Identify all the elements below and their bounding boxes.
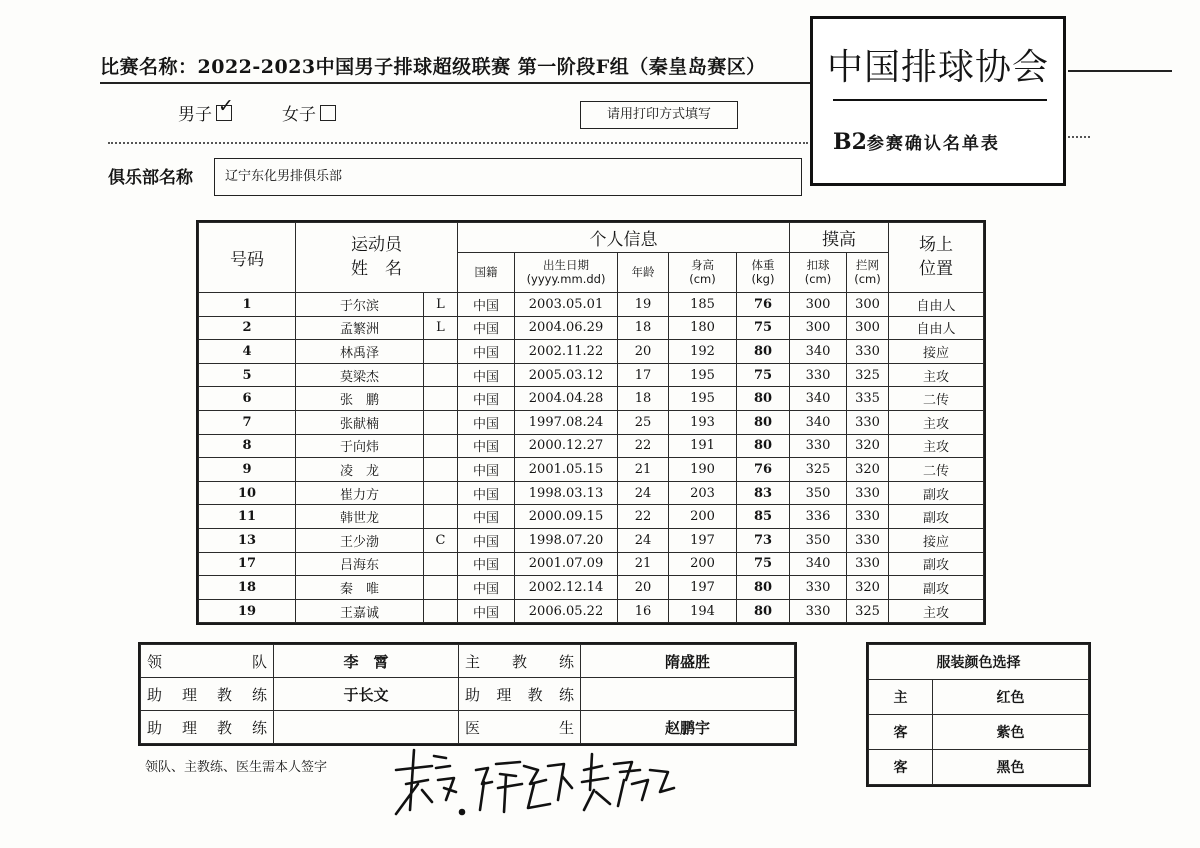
female-checkbox[interactable] [320, 105, 336, 121]
header-position [889, 223, 984, 293]
male-option[interactable] [178, 94, 234, 125]
player-number[interactable]: 8 [199, 434, 296, 458]
player-number[interactable]: 2 [199, 316, 296, 340]
signature-note: 领队、主教练、医生需本人签字 [145, 760, 328, 775]
player-height[interactable]: 191 [669, 434, 737, 458]
player-birthdate[interactable]: 1998.03.13 [515, 481, 618, 505]
handwritten-signatures [388, 740, 688, 820]
player-position[interactable]: 副攻 [889, 576, 984, 600]
player-block-reach[interactable]: 300 [847, 316, 889, 340]
roster-table [196, 220, 986, 625]
player-height[interactable]: 200 [669, 505, 737, 529]
player-weight[interactable]: 80 [737, 599, 790, 623]
leader-label: 领 队 [147, 652, 267, 671]
player-position[interactable]: 主攻 [889, 599, 984, 623]
player-weight[interactable]: 80 [737, 434, 790, 458]
player-age[interactable]: 21 [618, 552, 669, 576]
roster-row [199, 363, 984, 387]
player-role-tag[interactable] [424, 458, 458, 482]
roster-row [199, 410, 984, 434]
player-name[interactable]: 张献楠 [296, 410, 424, 434]
asst-coach-label-cell [141, 678, 274, 711]
player-name[interactable]: 莫梁杰 [296, 363, 424, 387]
header-athlete-line2: 姓 名 [351, 258, 402, 279]
player-block-reach[interactable]: 330 [847, 528, 889, 552]
player-nationality[interactable]: 中国 [458, 481, 515, 505]
staff-table [138, 642, 797, 746]
player-role-tag[interactable] [424, 410, 458, 434]
form-name [833, 129, 1000, 155]
player-height[interactable]: 195 [669, 363, 737, 387]
player-role-tag[interactable]: C [424, 528, 458, 552]
roster-row [199, 316, 984, 340]
roster-row [199, 340, 984, 364]
player-role-tag[interactable] [424, 552, 458, 576]
player-role-tag[interactable] [424, 505, 458, 529]
player-position[interactable]: 接应 [889, 340, 984, 364]
player-spike-reach[interactable]: 350 [790, 481, 847, 505]
player-role-tag[interactable]: L [424, 316, 458, 340]
asst-coach-label-cell [141, 711, 274, 744]
player-number[interactable]: 13 [199, 528, 296, 552]
player-weight[interactable]: 80 [737, 340, 790, 364]
player-position[interactable]: 自由人 [889, 316, 984, 340]
player-birthdate[interactable]: 2004.06.29 [515, 316, 618, 340]
player-age[interactable]: 24 [618, 528, 669, 552]
divider [1068, 70, 1172, 72]
roster-row [199, 599, 984, 623]
uniform-color-title: 服装颜色选择 [869, 645, 1089, 680]
player-birthdate[interactable]: 2005.03.12 [515, 363, 618, 387]
player-height[interactable]: 197 [669, 528, 737, 552]
header-height-line2: (cm) [689, 271, 716, 286]
player-spike-reach[interactable]: 350 [790, 528, 847, 552]
roster-row [199, 505, 984, 529]
player-weight[interactable]: 80 [737, 576, 790, 600]
player-nationality[interactable]: 中国 [458, 410, 515, 434]
player-height[interactable]: 190 [669, 458, 737, 482]
player-block-reach[interactable]: 330 [847, 481, 889, 505]
player-block-reach[interactable]: 330 [847, 410, 889, 434]
header-age: 年龄 [618, 253, 669, 293]
player-birthdate[interactable]: 2001.07.09 [515, 552, 618, 576]
player-age[interactable]: 24 [618, 481, 669, 505]
doctor-label-cell [459, 711, 581, 744]
player-age[interactable]: 20 [618, 576, 669, 600]
player-block-reach[interactable]: 300 [847, 293, 889, 317]
player-position[interactable]: 主攻 [889, 363, 984, 387]
player-nationality[interactable]: 中国 [458, 528, 515, 552]
player-nationality[interactable]: 中国 [458, 340, 515, 364]
player-number[interactable]: 10 [199, 481, 296, 505]
player-role-tag[interactable] [424, 363, 458, 387]
head-coach-name[interactable]: 隋盛胜 [581, 645, 795, 678]
player-position[interactable]: 副攻 [889, 552, 984, 576]
home-label: 主 [869, 680, 933, 715]
player-nationality[interactable]: 中国 [458, 363, 515, 387]
player-block-reach[interactable]: 325 [847, 599, 889, 623]
header-personal-info: 个人信息 [458, 223, 790, 253]
player-block-reach[interactable]: 330 [847, 340, 889, 364]
roster-row [199, 293, 984, 317]
player-weight[interactable]: 80 [737, 410, 790, 434]
head-coach-label: 主 教 练 [465, 652, 574, 671]
player-age[interactable]: 18 [618, 387, 669, 411]
player-birthdate[interactable]: 2002.11.22 [515, 340, 618, 364]
player-birthdate[interactable]: 2000.12.27 [515, 434, 618, 458]
player-spike-reach[interactable]: 330 [790, 599, 847, 623]
player-height[interactable]: 195 [669, 387, 737, 411]
check-icon: ✓ [218, 94, 234, 117]
player-weight[interactable]: 80 [737, 387, 790, 411]
player-height[interactable]: 193 [669, 410, 737, 434]
player-block-reach[interactable]: 335 [847, 387, 889, 411]
player-spike-reach[interactable]: 330 [790, 434, 847, 458]
player-age[interactable]: 16 [618, 599, 669, 623]
doctor-name[interactable]: 赵鹏宇 [581, 711, 795, 744]
player-spike-reach[interactable]: 340 [790, 340, 847, 364]
player-nationality[interactable]: 中国 [458, 458, 515, 482]
player-height[interactable]: 194 [669, 599, 737, 623]
player-block-reach[interactable]: 325 [847, 363, 889, 387]
roster-row [199, 576, 984, 600]
player-spike-reach[interactable]: 300 [790, 293, 847, 317]
player-nationality[interactable]: 中国 [458, 293, 515, 317]
player-nationality[interactable]: 中国 [458, 505, 515, 529]
away-color-1[interactable]: 紫色 [933, 715, 1089, 750]
player-height[interactable]: 197 [669, 576, 737, 600]
player-height[interactable]: 185 [669, 293, 737, 317]
away-color-2[interactable]: 黑色 [933, 750, 1089, 785]
form-code: B2 [833, 129, 867, 155]
player-position[interactable]: 副攻 [889, 505, 984, 529]
player-nationality[interactable]: 中国 [458, 316, 515, 340]
dotted-divider [1064, 136, 1090, 138]
player-birthdate[interactable]: 2003.05.01 [515, 293, 618, 317]
player-name[interactable]: 凌 龙 [296, 458, 424, 482]
player-spike-reach[interactable]: 340 [790, 552, 847, 576]
asst-coach-label: 助 理 教 练 [147, 718, 267, 737]
player-height[interactable]: 200 [669, 552, 737, 576]
player-weight[interactable]: 75 [737, 316, 790, 340]
female-label: 女子 [282, 105, 316, 125]
header-spike [790, 253, 847, 293]
header-weight-line1: 体重 [751, 258, 775, 273]
roster-row [199, 481, 984, 505]
header-height-line1: 身高 [691, 258, 714, 273]
player-position[interactable]: 二传 [889, 458, 984, 482]
player-height[interactable]: 203 [669, 481, 737, 505]
player-birthdate[interactable]: 1998.07.20 [515, 528, 618, 552]
player-name[interactable]: 王少渤 [296, 528, 424, 552]
player-name[interactable]: 于向炜 [296, 434, 424, 458]
header-block-line1: 拦网 [856, 258, 879, 273]
header-block [847, 253, 889, 293]
roster-row [199, 458, 984, 482]
roster-row [199, 434, 984, 458]
home-color[interactable]: 红色 [933, 680, 1089, 715]
player-name[interactable]: 韩世龙 [296, 505, 424, 529]
form-title: 参赛确认名单表 [866, 134, 1000, 154]
player-number[interactable]: 9 [199, 458, 296, 482]
divider [100, 82, 810, 84]
player-birthdate[interactable]: 2000.09.15 [515, 505, 618, 529]
leader-name[interactable]: 李 霄 [274, 645, 459, 678]
player-block-reach[interactable]: 320 [847, 434, 889, 458]
asst-coach-name[interactable] [274, 711, 459, 744]
header-spike-line1: 扣球 [806, 258, 830, 273]
player-age[interactable]: 20 [618, 340, 669, 364]
club-name-field[interactable]: 辽宁东化男排俱乐部 [214, 158, 802, 196]
player-role-tag[interactable] [424, 340, 458, 364]
player-nationality[interactable]: 中国 [458, 434, 515, 458]
player-block-reach[interactable]: 320 [847, 576, 889, 600]
roster-row [199, 528, 984, 552]
player-spike-reach[interactable]: 330 [790, 363, 847, 387]
player-name[interactable]: 王嘉诚 [296, 599, 424, 623]
male-checkbox[interactable] [216, 94, 234, 121]
player-spike-reach[interactable]: 330 [790, 576, 847, 600]
header-spike-line2: (cm) [804, 271, 832, 286]
player-name[interactable]: 于尔滨 [296, 293, 424, 317]
player-spike-reach[interactable]: 340 [790, 387, 847, 411]
head-coach-label-cell [459, 645, 581, 678]
player-spike-reach[interactable]: 300 [790, 316, 847, 340]
header-birth [515, 253, 618, 293]
player-name[interactable]: 秦 唯 [296, 576, 424, 600]
player-weight[interactable]: 75 [737, 363, 790, 387]
player-age[interactable]: 19 [618, 293, 669, 317]
club-label: 俱乐部名称 [108, 168, 193, 188]
leader-label-cell [141, 645, 274, 678]
player-age[interactable]: 25 [618, 410, 669, 434]
header-reach: 摸高 [790, 223, 889, 253]
player-weight[interactable]: 76 [737, 293, 790, 317]
away-label: 客 [869, 715, 933, 750]
player-number[interactable]: 4 [199, 340, 296, 364]
away-label: 客 [869, 750, 933, 785]
player-name[interactable]: 孟繁洲 [296, 316, 424, 340]
player-age[interactable]: 17 [618, 363, 669, 387]
player-birthdate[interactable]: 2002.12.14 [515, 576, 618, 600]
match-name: 比赛名称：2022-2023中国男子排球超级联赛 第一阶段F组（秦皇岛赛区） [100, 56, 766, 78]
player-number[interactable]: 1 [199, 293, 296, 317]
player-role-tag[interactable] [424, 599, 458, 623]
player-position[interactable]: 接应 [889, 528, 984, 552]
player-nationality[interactable]: 中国 [458, 599, 515, 623]
player-number[interactable]: 5 [199, 363, 296, 387]
asst-coach-label: 助 理 教 练 [147, 685, 267, 704]
dotted-divider [108, 142, 808, 144]
player-name[interactable]: 吕海东 [296, 552, 424, 576]
player-name[interactable]: 张 鹏 [296, 387, 424, 411]
player-number[interactable]: 11 [199, 505, 296, 529]
player-age[interactable]: 22 [618, 434, 669, 458]
player-role-tag[interactable] [424, 481, 458, 505]
player-number[interactable]: 18 [199, 576, 296, 600]
player-role-tag[interactable]: L [424, 293, 458, 317]
player-number[interactable]: 17 [199, 552, 296, 576]
player-role-tag[interactable] [424, 576, 458, 600]
header-position-line1: 场上 [919, 234, 953, 255]
player-number[interactable]: 19 [199, 599, 296, 623]
player-role-tag[interactable] [424, 434, 458, 458]
header-athlete-line1: 运动员 [351, 234, 402, 255]
asst-coach-name[interactable] [581, 678, 795, 711]
player-spike-reach[interactable]: 340 [790, 410, 847, 434]
org-name: 中国排球协会 [826, 47, 1049, 88]
player-position[interactable]: 二传 [889, 387, 984, 411]
player-height[interactable]: 180 [669, 316, 737, 340]
player-nationality[interactable]: 中国 [458, 576, 515, 600]
player-block-reach[interactable]: 330 [847, 552, 889, 576]
form-title-box [810, 16, 1066, 186]
female-option[interactable] [282, 100, 336, 125]
header-position-line2: 位置 [919, 258, 953, 279]
player-spike-reach[interactable]: 325 [790, 458, 847, 482]
doctor-label: 医 生 [465, 718, 574, 737]
header-nationality: 国籍 [458, 253, 515, 293]
player-weight[interactable]: 76 [737, 458, 790, 482]
print-note: 请用打印方式填写 [580, 101, 738, 129]
player-name[interactable]: 崔力方 [296, 481, 424, 505]
player-position[interactable]: 主攻 [889, 434, 984, 458]
header-weight-line2: (kg) [751, 271, 775, 286]
player-weight[interactable]: 83 [737, 481, 790, 505]
player-birthdate[interactable]: 1997.08.24 [515, 410, 618, 434]
player-name[interactable]: 林禹泽 [296, 340, 424, 364]
roster-row [199, 552, 984, 576]
player-birthdate[interactable]: 2004.04.28 [515, 387, 618, 411]
asst-coach-label: 助 理 教 练 [465, 685, 574, 704]
roster-row [199, 387, 984, 411]
header-birth-line2: (yyyy.mm.dd) [526, 271, 606, 286]
player-block-reach[interactable]: 330 [847, 505, 889, 529]
player-height[interactable]: 192 [669, 340, 737, 364]
player-block-reach[interactable]: 320 [847, 458, 889, 482]
player-weight[interactable]: 85 [737, 505, 790, 529]
header-number: 号码 [199, 223, 296, 293]
player-number[interactable]: 7 [199, 410, 296, 434]
asst-coach-label-cell [459, 678, 581, 711]
player-age[interactable]: 18 [618, 316, 669, 340]
player-weight[interactable]: 75 [737, 552, 790, 576]
player-weight[interactable]: 73 [737, 528, 790, 552]
player-position[interactable]: 自由人 [889, 293, 984, 317]
uniform-color-table [866, 642, 1091, 787]
player-age[interactable]: 22 [618, 505, 669, 529]
player-birthdate[interactable]: 2001.05.15 [515, 458, 618, 482]
player-age[interactable]: 21 [618, 458, 669, 482]
header-athlete [296, 223, 458, 293]
header-weight [737, 253, 790, 293]
asst-coach-name[interactable]: 于长文 [274, 678, 459, 711]
player-birthdate[interactable]: 2006.05.22 [515, 599, 618, 623]
player-nationality[interactable]: 中国 [458, 387, 515, 411]
player-position[interactable]: 主攻 [889, 410, 984, 434]
player-role-tag[interactable] [424, 387, 458, 411]
header-birth-line1: 出生日期 [543, 258, 589, 273]
header-height [669, 253, 737, 293]
player-nationality[interactable]: 中国 [458, 552, 515, 576]
divider [833, 99, 1047, 101]
player-position[interactable]: 副攻 [889, 481, 984, 505]
header-block-line2: (cm) [854, 271, 881, 286]
male-label: 男子 [178, 105, 212, 125]
player-number[interactable]: 6 [199, 387, 296, 411]
player-spike-reach[interactable]: 336 [790, 505, 847, 529]
